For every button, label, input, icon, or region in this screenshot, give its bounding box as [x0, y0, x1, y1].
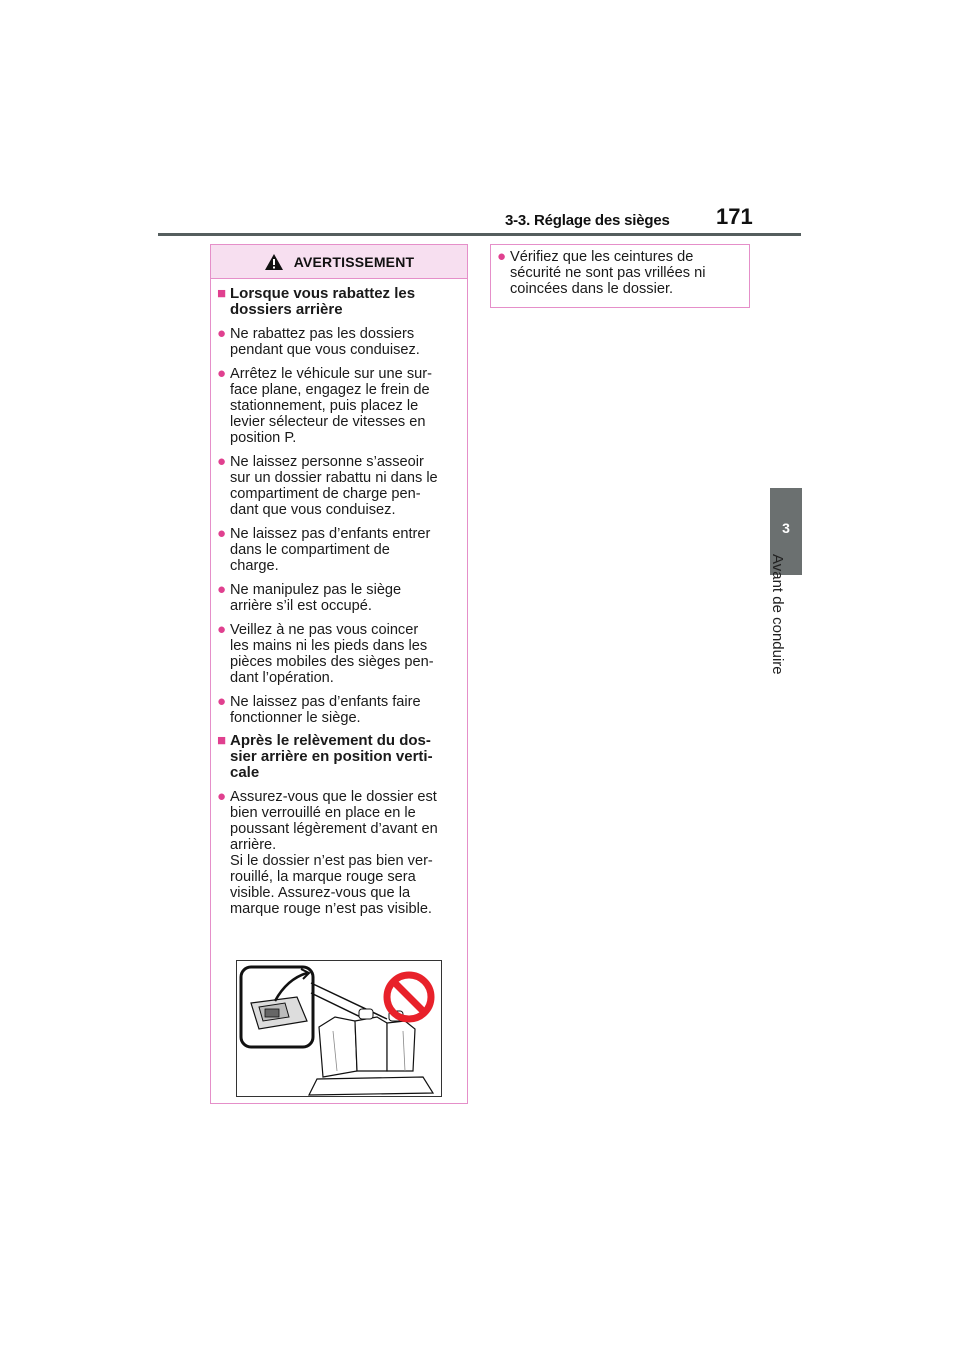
page-number: 171 — [716, 204, 753, 229]
warning-bullet-item — [217, 694, 459, 726]
warning-group-heading — [217, 733, 459, 781]
group-heading-text: Lorsque vous rabattez les dossiers arrière — [230, 285, 416, 318]
warning-bullet-item — [217, 622, 459, 686]
bullet-dot-icon: ● — [217, 325, 227, 342]
bullet-text: Veillez à ne pas vous coincer les mains ni les pieds dans les pièces mobiles des sièges pen- dant l’opération. — [230, 622, 434, 686]
bullet-dot-icon: ● — [217, 621, 227, 638]
rear-seat-image — [237, 961, 441, 1096]
bullet-text: Arrêtez le véhicule sur une sur- face plane, engagez le frein de stationnement, puis placez le levier sélecteur de vitesses en position P. — [230, 366, 432, 446]
bullet-dot-icon: ● — [217, 788, 227, 805]
group-heading-text: Après le relèvement du dos- sier arrière en position verti- cale — [230, 732, 433, 781]
right-content — [497, 249, 743, 297]
warning-bullet-item — [217, 789, 459, 917]
warning-triangle-icon — [264, 253, 284, 271]
seatbelt-note-box — [490, 244, 750, 308]
seat-illustration — [236, 960, 442, 1097]
warning-bullet-item — [217, 366, 459, 446]
bullet-text: Ne laissez personne s’asseoir sur un dossier rabattu ni dans le compartiment de charge pen- dant que vous conduisez. — [230, 454, 438, 518]
bullet-dot-icon: ● — [217, 581, 227, 598]
bullet-dot-icon: ● — [497, 248, 507, 265]
warning-header — [211, 245, 467, 279]
warning-group-heading — [217, 286, 459, 318]
bullet-text: Ne rabattez pas les dossiers pendant que vous conduisez. — [230, 326, 420, 358]
section-title: 3-3. Réglage des sièges — [505, 212, 670, 229]
right-bullet-item — [497, 249, 743, 297]
bullet-text: Ne laissez pas d’enfants faire fonctionner le siège. — [230, 694, 421, 726]
warning-content — [211, 286, 467, 917]
bullet-text: Ne manipulez pas le siège arrière s’il est occupé. — [230, 582, 402, 614]
bullet-dot-icon: ● — [217, 365, 227, 382]
chapter-number: 3 — [782, 520, 790, 536]
square-marker-icon: ■ — [217, 285, 227, 302]
bullet-dot-icon: ● — [217, 453, 227, 470]
bullet-dot-icon: ● — [217, 525, 227, 542]
bullet-text: Vérifiez que les ceintures de sécurité ne sont pas vrillées ni coincées dans le dossier. — [510, 249, 706, 297]
bullet-dot-icon: ● — [217, 693, 227, 710]
square-marker-icon: ■ — [217, 732, 227, 749]
warning-bullet-item — [217, 454, 459, 518]
warning-title: AVERTISSEMENT — [293, 253, 415, 270]
warning-bullet-item — [217, 582, 459, 614]
warning-bullet-item — [217, 526, 459, 574]
warning-bullet-item — [217, 326, 459, 358]
chapter-label: Avant de conduire — [769, 554, 786, 675]
bullet-text: Ne laissez pas d’enfants entrer dans le compartiment de charge. — [230, 526, 431, 574]
bullet-text: Assurez-vous que le dossier est bien verrouillé en place en le poussant légèrement d’avant en arrière. Si le dossier n’est pas bien ver- rouillé, la marque rouge sera visible. Assurez-vous que la marque rouge n’est pas visible. — [230, 789, 438, 917]
header-rule — [158, 233, 801, 236]
